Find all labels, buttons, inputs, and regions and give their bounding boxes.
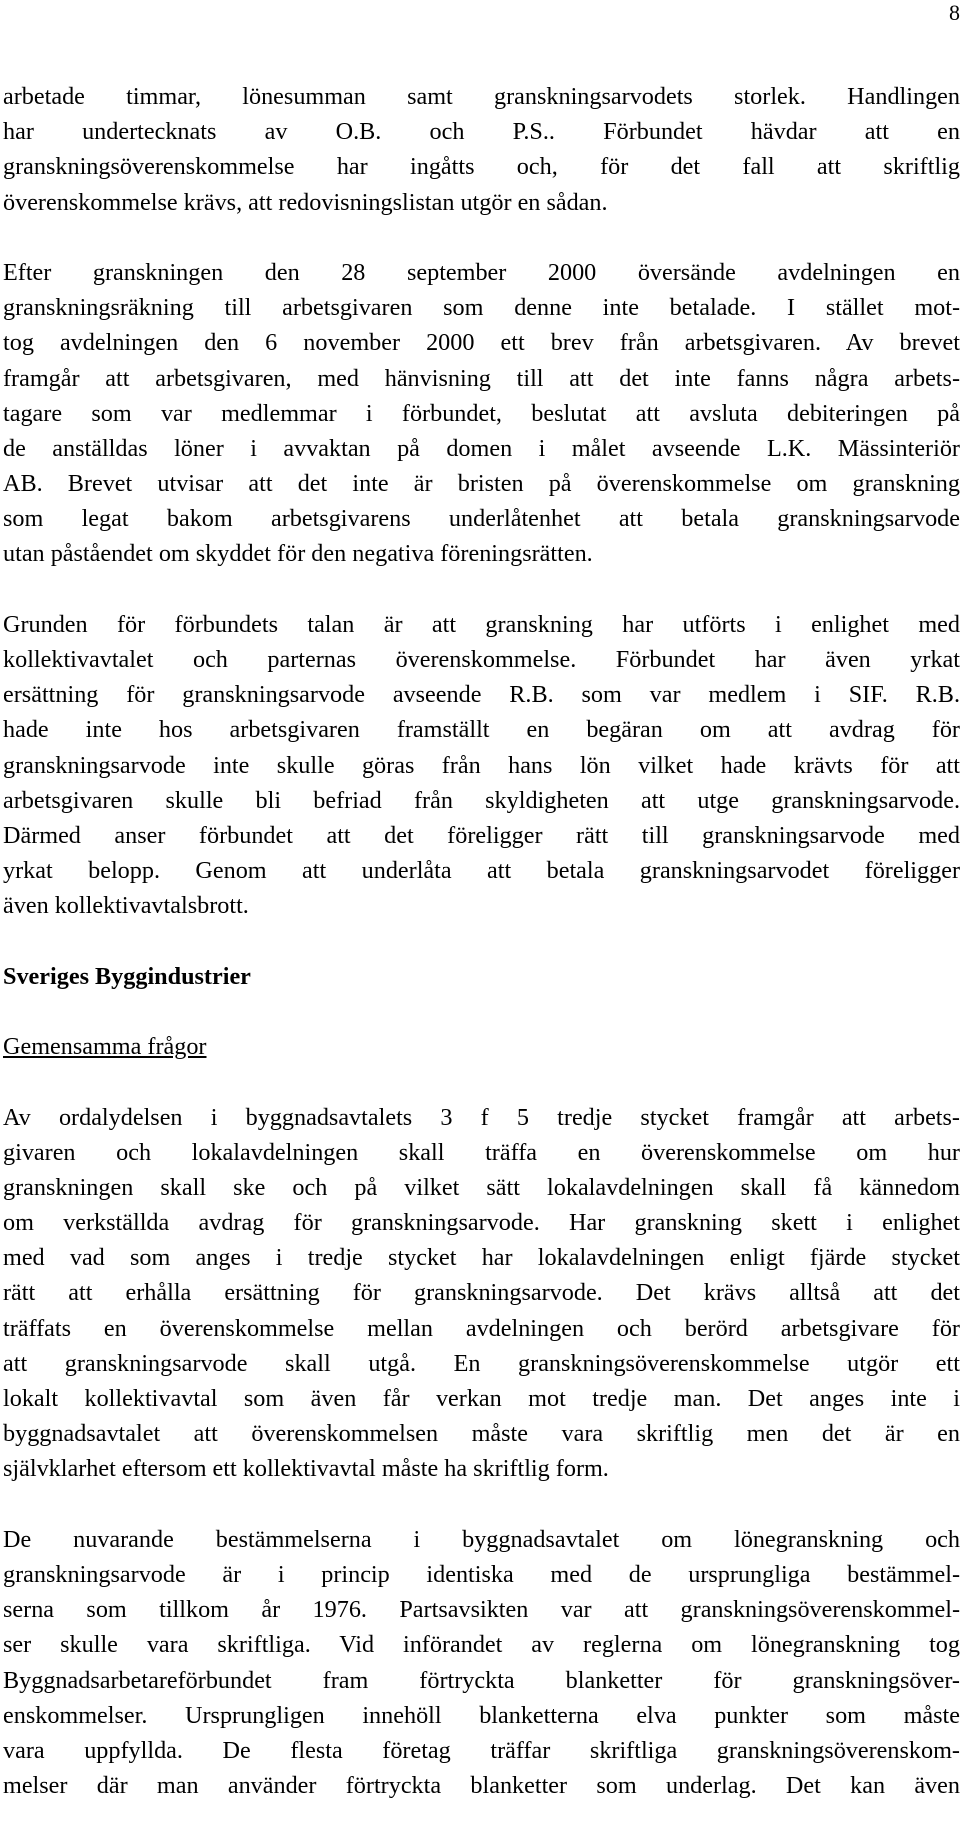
text-line: granskningsräkning till arbetsgivaren som denne inte betalade. I stället mot-	[3, 294, 960, 322]
text-line: De nuvarande bestämmelserna i byggnadsavtalet om lönegranskning och	[3, 1525, 960, 1553]
page-number: 8	[949, 0, 960, 25]
paragraph-2	[3, 255, 960, 572]
text-line: vara uppfyllda. De flesta företag träffar skriftliga granskningsöverenskom-	[3, 1736, 960, 1764]
paragraph-3	[3, 607, 960, 924]
text-line: ersättning för granskningsarvode avseende R.B. som var medlem i SIF. R.B.	[3, 681, 960, 709]
text-line: även kollektivavtalsbrott.	[3, 892, 249, 920]
text-line: Efter granskningen den 28 september 2000 översände avdelningen en	[3, 258, 960, 286]
text-line: kollektivavtalet och parternas överenskommelse. Förbundet har även yrkat	[3, 646, 960, 674]
text-line: yrkat belopp. Genom att underlåta att betala granskningsarvodet föreligger	[3, 857, 960, 885]
text-line: ser skulle vara skriftliga. Vid införandet av reglerna om lönegranskning tog	[3, 1631, 960, 1659]
text-line: byggnadsavtalet att överenskommelsen måste vara skriftlig men det är en	[3, 1420, 960, 1448]
text-line: arbetade timmar, lönesumman samt granskningsarvodets storlek. Handlingen	[3, 83, 960, 110]
text-line: granskningsarvode inte skulle göras från hans lön vilket hade krävts för att	[3, 751, 960, 779]
text-line: Byggnadsarbetareförbundet fram förtryckta blanketter för granskningsöver-	[3, 1666, 960, 1694]
text-line: melser där man använder förtryckta blanketter som underlag. Det kan även	[3, 1772, 960, 1800]
text-line: träffats en överenskommelse mellan avdelningen och berörd arbetsgivare för	[3, 1314, 960, 1342]
text-line: Därmed anser förbundet att det föreligger rätt till granskningsarvode med	[3, 821, 960, 849]
text-line: om verkställda avdrag för granskningsarvode. Har granskning skett i enlighet	[3, 1209, 960, 1237]
paragraph-5	[3, 1522, 960, 1804]
text-line: Grunden för förbundets talan är att granskning har utförts i enlighet med	[3, 610, 960, 638]
text-line: de anställdas löner i avvaktan på domen i målet avseende L.K. Mässinteriör	[3, 434, 960, 462]
text-line: serna som tillkom år 1976. Partsavsikten var att granskningsöverenskommel-	[3, 1596, 960, 1624]
text-line: att granskningsarvode skall utgå. En granskningsöverenskommelse utgör ett	[3, 1349, 960, 1377]
text-line: med vad som anges i tredje stycket har lokalavdelningen enligt fjärde stycket	[3, 1244, 960, 1272]
text-line: givaren och lokalavdelningen skall träffa en överenskommelse om hur	[3, 1138, 960, 1166]
text-line: självklarhet eftersom ett kollektivavtal måste ha skriftlig form.	[3, 1455, 609, 1483]
text-line: utan påståendet om skyddet för den negativa föreningsrätten.	[3, 540, 593, 568]
text-line: framgår att arbetsgivaren, med hänvisning till att det inte fanns några arbets-	[3, 364, 960, 392]
text-line: granskningsarvode är i princip identiska med de ursprungliga bestämmel-	[3, 1560, 960, 1588]
text-line: har undertecknats av O.B. och P.S.. Förbundet hävdar att en	[3, 118, 960, 146]
text-line: hade inte hos arbetsgivaren framställt en begäran om att avdrag för	[3, 716, 960, 744]
text-line: som legat bakom arbetsgivarens underlåtenhet att betala granskningsarvode	[3, 505, 960, 533]
text-line: granskningsöverenskommelse har ingåtts och, för det fall att skriftlig	[3, 153, 960, 181]
text-line: granskningen skall ske och på vilket sätt lokalavdelningen skall få kännedom	[3, 1173, 960, 1201]
text-line: enskommelser. Ursprungligen innehöll blanketterna elva punkter som måste	[3, 1701, 960, 1729]
text-line: överenskommelse krävs, att redovisningslistan utgör en sådan.	[3, 188, 608, 216]
text-line: AB. Brevet utvisar att det inte är bristen på överenskommelse om granskning	[3, 470, 960, 498]
paragraph-1	[3, 79, 960, 220]
text-line: tagare som var medlemmar i förbundet, beslutat att avsluta debiteringen på	[3, 399, 960, 427]
text-line: Av ordalydelsen i byggnadsavtalets 3 f 5 tredje stycket framgår att arbets-	[3, 1103, 960, 1131]
document-body	[3, 79, 960, 1803]
text-line: lokalt kollektivavtal som även får verkan mot tredje man. Det anges inte i	[3, 1385, 960, 1413]
paragraph-4	[3, 1100, 960, 1487]
text-line: tog avdelningen den 6 november 2000 ett brev från arbetsgivaren. Av brevet	[3, 329, 960, 357]
section-heading: Sveriges Byggindustrier	[3, 962, 251, 990]
text-line: rätt att erhålla ersättning för granskningsarvode. Det krävs alltså att det	[3, 1279, 960, 1307]
text-line: arbetsgivaren skulle bli befriad från skyldigheten att utge granskningsarvode.	[3, 786, 960, 814]
subsection-heading: Gemensamma frågor	[3, 1033, 207, 1061]
